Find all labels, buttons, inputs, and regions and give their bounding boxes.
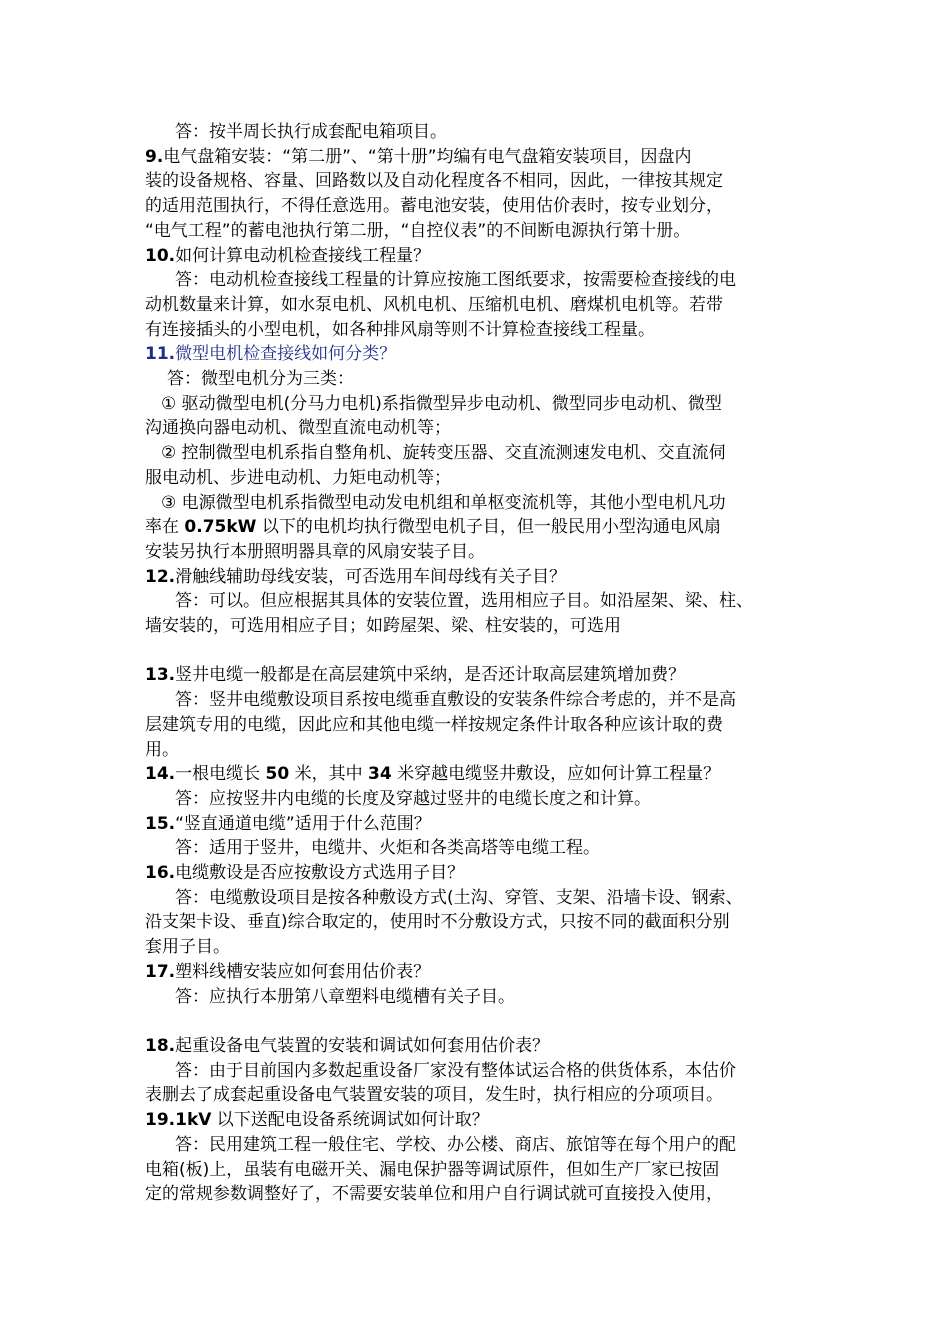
question-text: 微型电机检查接线如何分类？ <box>175 344 397 365</box>
answer-line: 答：电缆敷设项目是按各种敷设方式(土沟、穿管、支架、沿墙卡设、钢索、 <box>175 887 743 908</box>
answer-line: 答：微型电机分为三类： <box>167 369 354 390</box>
list-item-line: ③ 电源微型电机系指微型电动发电机组和单枢变流机等，其他小型电机凡功 <box>161 492 726 513</box>
question-text: 电缆敷设是否应按敷设方式选用子目？ <box>175 863 465 884</box>
body-text-line: 率在 0.75kW 以下的电机均执行微型电机子目，但一般民用小型沟通电风扇 <box>145 517 721 538</box>
body-text-line: 沿支架卡设、垂直)综合取定的，使用时不分敷设方式，只按不同的截面积分别 <box>145 912 730 933</box>
question-text: “竖直通道电缆”适用于什么范围？ <box>175 813 431 834</box>
question-number: 11. <box>145 344 176 365</box>
body-text-line: 电箱(板)上，虽装有电磁开关、漏电保护器等调试原件，但如生产厂家已按固 <box>145 1159 720 1180</box>
question-number: 18. <box>145 1035 176 1056</box>
question-heading <box>145 1034 825 1059</box>
question-text: 起重设备电气装置的安装和调试如何套用估价表？ <box>175 1035 550 1056</box>
question-heading <box>145 244 825 269</box>
body-text-line: 的适用范围执行，不得任意选用。蓄电池安装，使用估价表时，按专业划分， <box>145 196 723 217</box>
body-text-line: 动机数量来计算，如水泵电机、风机电机、压缩机电机、磨煤机电机等。若带 <box>145 294 723 315</box>
question-number: 14. <box>145 764 176 785</box>
body-text-line: 定的常规参数调整好了，不需要安装单位和用户自行调试就可直接投入使用， <box>145 1184 723 1205</box>
answer-line: 答：竖井电缆敷设项目系按电缆垂直敷设的安装条件综合考虑的，并不是高 <box>175 690 736 711</box>
answer-line: 答：按半周长执行成套配电箱项目。 <box>175 122 447 142</box>
answer-line: 答：可以。但应根据其具体的安装位置，选用相应子目。如沿屋架、梁、柱、 <box>175 591 753 612</box>
body-text-line: “电气工程”的蓄电池执行第二册，“自控仪表”的不间断电源执行第十册。 <box>145 220 691 241</box>
question-heading <box>145 812 825 837</box>
bold-value: 0.75kW <box>184 517 257 538</box>
body-text-line: 沟通换向器电动机、微型直流电动机等； <box>145 418 451 439</box>
body-text-line: 安装另执行本册照明器具章的风扇安装子目。 <box>145 541 485 562</box>
body-text-line: 有连接插头的小型电机，如各种排风扇等则不计算检查接线工程量。 <box>145 319 655 340</box>
question-number: 19.1kV <box>145 1110 212 1131</box>
body-text-line: 墙安装的，可选用相应子目；如跨屋架、梁、柱安装的，可选用 <box>145 616 621 637</box>
question-text: 以下送配电设备系统调试如何计取？ <box>211 1110 489 1131</box>
question-number: 9. <box>145 146 164 167</box>
body-text-line: 套用子目。 <box>145 937 230 958</box>
question-heading <box>145 861 825 886</box>
answer-line: 答：应按竖井内电缆的长度及穿越过竖井的电缆长度之和计算。 <box>175 788 651 809</box>
question-text: 如何计算电动机检查接线工程量？ <box>175 245 431 266</box>
body-text-line: 层建筑专用的电缆，因此应和其他电缆一样按规定条件计取各种应该计取的费 <box>145 714 723 735</box>
body-text-line: 服电动机、步进电动机、力矩电动机等； <box>145 467 451 488</box>
answer-line: 答：应执行本册第八章塑料电缆槽有关子目。 <box>175 986 515 1007</box>
question-text: 一根电缆长 50 米，其中 34 米穿越电缆竖井敷设，应如何计算工程量？ <box>175 764 721 785</box>
question-number: 15. <box>145 813 176 834</box>
body-text-line: 装的设备规格、容量、回路数以及自动化程度各不相同，因此，一律按其规定 <box>145 171 723 192</box>
question-heading <box>145 342 825 367</box>
answer-line: 答：由于目前国内多数起重设备厂家没有整体试运合格的供货体系，本估价 <box>175 1060 736 1081</box>
body-text-line: 用。 <box>145 739 179 760</box>
question-number: 12. <box>145 566 176 587</box>
question-heading <box>145 663 825 688</box>
blank-line <box>145 1009 825 1034</box>
question-number: 17. <box>145 961 176 982</box>
question-heading <box>145 1108 825 1133</box>
question-heading <box>145 565 825 590</box>
question-heading <box>145 762 825 787</box>
question-number: 13. <box>145 665 176 686</box>
question-number: 16. <box>145 863 176 884</box>
question-number: 10. <box>145 245 176 266</box>
document-page <box>145 120 825 1207</box>
question-heading <box>145 960 825 985</box>
answer-line: 答：适用于竖井，电缆井、火炬和各类高塔等电缆工程。 <box>175 838 600 859</box>
answer-line: 答：电动机检查接线工程量的计算应按施工图纸要求，按需要检查接线的电 <box>175 270 736 291</box>
list-item-line: ① 驱动微型电机(分马力电机)系指微型异步电动机、微型同步电动机、微型 <box>161 393 722 414</box>
question-text: 电气盘箱安装：“第二册”、“第十册”均编有电气盘箱安装项目，因盘内 <box>163 146 692 167</box>
answer-line: 答：民用建筑工程一般住宅、学校、办公楼、商店、旅馆等在每个用户的配 <box>175 1134 736 1155</box>
list-item-line: ② 控制微型电机系指自整角机、旋转变压器、交直流测速发电机、交直流伺 <box>161 443 726 464</box>
question-heading <box>145 145 825 170</box>
question-text: 竖井电缆一般都是在高层建筑中采纳，是否还计取高层建筑增加费？ <box>175 665 686 686</box>
question-text: 塑料线槽安装应如何套用估价表？ <box>175 961 431 982</box>
body-text-line: 表删去了成套起重设备电气装置安装的项目，发生时，执行相应的分项项目。 <box>145 1085 723 1106</box>
blank-line <box>145 639 825 664</box>
question-text: 滑触线辅助母线安装，可否选用车间母线有关子目？ <box>175 566 567 587</box>
